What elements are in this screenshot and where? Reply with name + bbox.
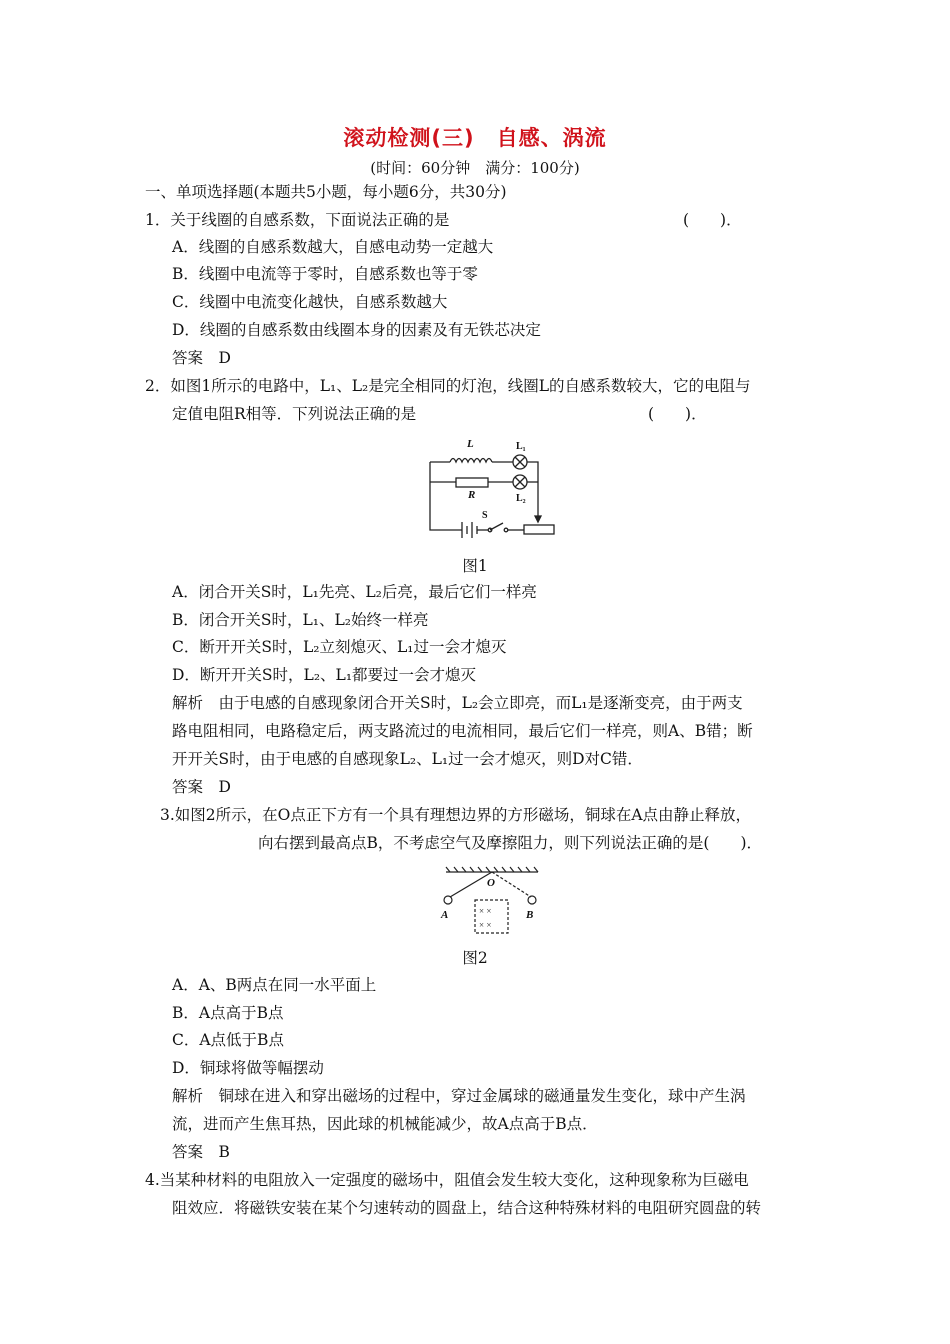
q3-analysis-line1: 解析 铜球在进入和穿出磁场的过程中，穿过金属球的磁通量发生变化，球中产生涡 — [172, 1087, 746, 1105]
q3-option-c: C．A点低于B点 — [172, 1031, 284, 1049]
q4-stem-line2: 阻效应．将磁铁安装在某个匀速转动的圆盘上，结合这种特殊材料的电阻研究圆盘的转 — [172, 1199, 762, 1217]
q1-option-a: A．线圈的自感系数越大，自感电动势一定越大 — [172, 238, 494, 256]
q2-option-d: D．断开开关S时，L₂、L₁都要过一会才熄灭 — [172, 666, 477, 684]
q1-stem: 1．关于线圈的自感系数，下面说法正确的是 — [145, 211, 450, 229]
q1-answer: 答案 D — [172, 349, 231, 367]
q4-stem-line1: 4.当某种材料的电阻放入一定强度的磁场中，阻值会发生较大变化，这种现象称为巨磁电 — [145, 1171, 749, 1189]
q2-stem-line2: 定值电阻R相等．下列说法正确的是 — [172, 405, 417, 423]
q1-option-c: C．线圈中电流变化越快，自感系数越大 — [172, 293, 448, 311]
q2-answer-blank: ( )． — [648, 405, 707, 423]
label-L1: L₁ — [516, 441, 526, 452]
q2-option-c: C．断开开关S时，L₂立刻熄灭、L₁过一会才熄灭 — [172, 638, 507, 656]
page-title: 滚动检测(三) 自感、涡流 — [343, 126, 607, 150]
q3-stem-line2: 向右摆到最高点B，不考虑空气及摩擦阻力，则下列说法正确的是( )． — [258, 834, 762, 852]
q2-analysis-line3: 开开关S时，由于电感的自感现象L₂、L₁过一会才熄灭，则D对C错． — [172, 750, 643, 768]
q2-analysis-line2: 路电阻相同，电路稳定后，两支路流过的电流相同，最后它们一样亮，则A、B错；断 — [172, 722, 753, 740]
q3-stem-line1: 3.如图2所示，在O点正下方有一个具有理想边界的方形磁场，铜球在A点由静止释放， — [160, 806, 752, 824]
q2-stem-line1: 2．如图1所示的电路中，L₁、L₂是完全相同的灯泡，线圈L的自感系数较大，它的电阻与 — [145, 377, 751, 395]
label-L: L — [467, 438, 474, 450]
label-B: B — [526, 909, 534, 921]
q2-answer: 答案 D — [172, 778, 231, 796]
svg-text:× ×: × × — [479, 920, 492, 930]
label-A: A — [441, 909, 449, 921]
label-L2: L₂ — [516, 493, 526, 504]
svg-text:× ×: × × — [479, 906, 492, 916]
pendulum-diagram — [432, 864, 552, 940]
section-heading: 一、单项选择题(本题共5小题，每小题6分，共30分) — [145, 183, 507, 201]
q3-answer: 答案 B — [172, 1143, 230, 1161]
q1-answer-blank: ( )． — [683, 211, 742, 229]
q1-option-d: D．线圈的自感系数由线圈本身的因素及有无铁芯决定 — [172, 321, 541, 339]
q2-option-b: B．闭合开关S时，L₁、L₂始终一样亮 — [172, 611, 429, 629]
q2-option-a: A．闭合开关S时，L₁先亮、L₂后亮，最后它们一样亮 — [172, 583, 537, 601]
label-S: S — [482, 510, 488, 521]
q2-analysis-line1: 解析 由于电感的自感现象闭合开关S时，L₂会立即亮，而L₁是逐渐变亮，由于两支 — [172, 694, 743, 712]
figure1-caption: 图1 — [462, 557, 488, 575]
label-R: R — [468, 489, 476, 501]
q3-analysis-line2: 流，进而产生焦耳热，因此球的机械能减少，故A点高于B点． — [172, 1115, 598, 1133]
q3-option-d: D．铜球将做等幅摆动 — [172, 1059, 324, 1077]
q1-option-b: B．线圈中电流等于零时，自感系数也等于零 — [172, 265, 478, 283]
q3-option-a: A．A、B两点在同一水平面上 — [172, 976, 377, 994]
circuit-diagram — [420, 432, 560, 550]
figure2-caption: 图2 — [462, 949, 488, 967]
q3-option-b: B．A点高于B点 — [172, 1004, 284, 1022]
label-O: O — [487, 877, 495, 889]
exam-info: (时间：60分钟 满分：100分) — [370, 159, 580, 177]
